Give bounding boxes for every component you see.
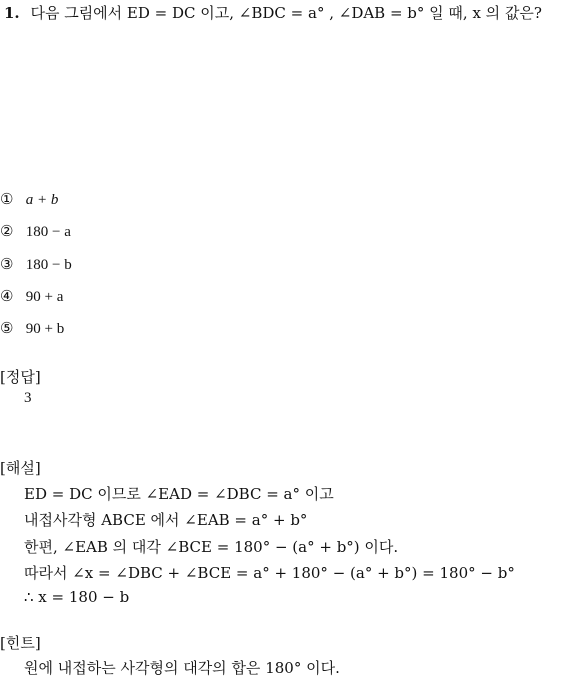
question — [4, 2, 542, 23]
choice-3 — [0, 255, 72, 274]
answer-heading: [정답] — [0, 368, 41, 386]
choice-text: a + b — [25, 192, 59, 208]
choice-mark: ① — [0, 192, 14, 208]
explanation-line: ED = DC 이므로 ∠EAD = ∠DBC = a° 이고 — [24, 485, 334, 503]
question-text: 다음 그림에서 ED = DC 이고, ∠BDC = a° , ∠DAB = b° 일 때, x 의 값은? — [30, 4, 542, 22]
choice-mark: ④ — [0, 289, 14, 305]
hint-heading: [힌트] — [0, 634, 41, 652]
explanation-line: 따라서 ∠x = ∠DBC + ∠BCE = a° + 180° − (a° + b°) = 180° − b° — [24, 564, 515, 582]
choice-2 — [0, 222, 71, 241]
explanation-line: ∴ x = 180 − b — [24, 588, 130, 606]
choice-1 — [0, 190, 58, 209]
choice-5 — [0, 319, 64, 338]
choice-text: 90 + a — [25, 289, 64, 305]
hint-text: 원에 내접하는 사각형의 대각의 합은 180° 이다. — [24, 659, 340, 677]
choice-text: 90 + b — [25, 321, 65, 337]
choice-text: 180 − b — [25, 257, 72, 273]
choice-mark: ③ — [0, 257, 14, 273]
choice-4 — [0, 287, 63, 306]
explanation-line: 내접사각형 ABCE 에서 ∠EAB = a° + b° — [24, 511, 308, 529]
answer-value: 3 — [24, 390, 32, 406]
choice-text: 180 − a — [25, 224, 71, 240]
question-number: 1. — [4, 4, 20, 22]
explanation-line: 한편, ∠EAB 의 대각 ∠BCE = 180° − (a° + b°) 이다. — [24, 538, 399, 556]
choice-mark: ② — [0, 224, 14, 240]
explanation-heading: [해설] — [0, 459, 41, 477]
choice-mark: ⑤ — [0, 321, 14, 337]
